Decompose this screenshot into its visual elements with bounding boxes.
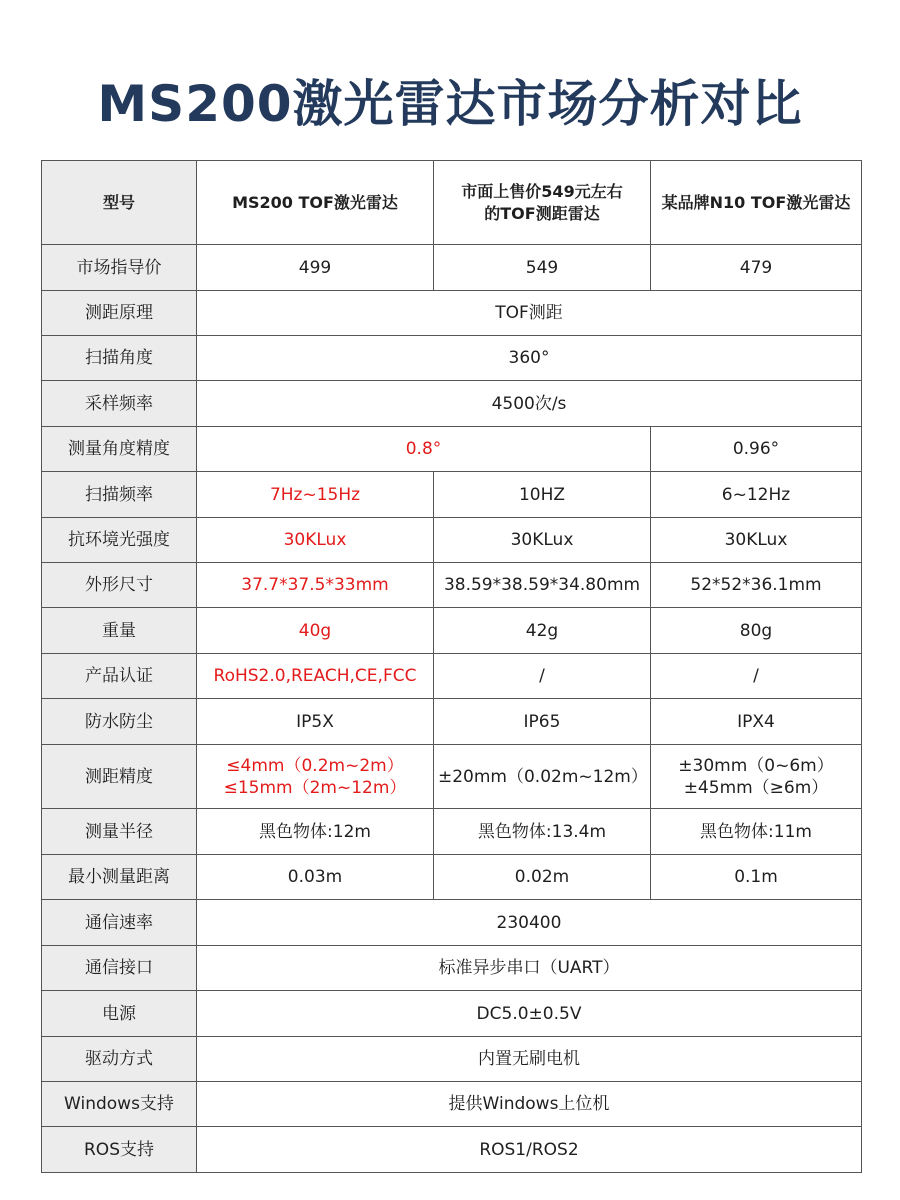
- row-label: 抗环境光强度: [42, 518, 197, 563]
- cell-highlight: 37.7*37.5*33mm: [197, 563, 434, 608]
- cell: IP5X: [197, 699, 434, 745]
- cell-highlight: [197, 745, 434, 809]
- cell-highlight: 7Hz~15Hz: [197, 472, 434, 518]
- cell: 80g: [651, 608, 862, 654]
- table-row: [42, 855, 862, 900]
- table-row: [42, 472, 862, 518]
- row-label: 测量半径: [42, 809, 197, 855]
- cell: 黑色物体:13.4m: [434, 809, 651, 855]
- cell: 黑色物体:12m: [197, 809, 434, 855]
- header-col2-line2: 的TOF测距雷达: [484, 203, 600, 223]
- cell: 6~12Hz: [651, 472, 862, 518]
- cell: 479: [651, 245, 862, 291]
- table-row: [42, 900, 862, 946]
- table-row: [42, 518, 862, 563]
- row-label: 驱动方式: [42, 1037, 197, 1082]
- row-label: 测量角度精度: [42, 427, 197, 472]
- table-row: [42, 991, 862, 1037]
- cell: 4500次/s: [197, 381, 862, 427]
- cell: ROS1/ROS2: [197, 1127, 862, 1173]
- row-label: ROS支持: [42, 1127, 197, 1173]
- header-label: 型号: [42, 161, 197, 245]
- cell: 标准异步串口（UART）: [197, 946, 862, 991]
- cell: 提供Windows上位机: [197, 1082, 862, 1127]
- table-row: [42, 654, 862, 699]
- cell: IP65: [434, 699, 651, 745]
- cell: 42g: [434, 608, 651, 654]
- row-label: 采样频率: [42, 381, 197, 427]
- cell-highlight: 0.8°: [197, 427, 651, 472]
- cell: [651, 745, 862, 809]
- row-label: 最小测量距离: [42, 855, 197, 900]
- row-label: 扫描角度: [42, 336, 197, 381]
- cell-highlight: 40g: [197, 608, 434, 654]
- table-row: [42, 1082, 862, 1127]
- table-row: [42, 946, 862, 991]
- header-n10: 某品牌N10 TOF激光雷达: [651, 161, 862, 245]
- cell-highlight: 30KLux: [197, 518, 434, 563]
- row-label: 测距精度: [42, 745, 197, 809]
- row-label: 防水防尘: [42, 699, 197, 745]
- row-label: 电源: [42, 991, 197, 1037]
- cell: 0.1m: [651, 855, 862, 900]
- table-row: [42, 291, 862, 336]
- table-row: [42, 563, 862, 608]
- table-header-row: [42, 161, 862, 245]
- header-competitor-549: [434, 161, 651, 245]
- row-label: Windows支持: [42, 1082, 197, 1127]
- cell-line: ≤4mm（0.2m~2m）: [226, 755, 404, 776]
- cell: DC5.0±0.5V: [197, 991, 862, 1037]
- cell: 52*52*36.1mm: [651, 563, 862, 608]
- row-label: 产品认证: [42, 654, 197, 699]
- cell: IPX4: [651, 699, 862, 745]
- cell: 30KLux: [434, 518, 651, 563]
- cell: 黑色物体:11m: [651, 809, 862, 855]
- comparison-table: [41, 160, 862, 1173]
- cell: 230400: [197, 900, 862, 946]
- table-row: [42, 699, 862, 745]
- cell: 0.02m: [434, 855, 651, 900]
- cell: 360°: [197, 336, 862, 381]
- table-row: [42, 745, 862, 809]
- cell: 0.03m: [197, 855, 434, 900]
- table-row: [42, 336, 862, 381]
- row-label: 通信速率: [42, 900, 197, 946]
- table-row: [42, 1127, 862, 1173]
- cell: 549: [434, 245, 651, 291]
- row-label: 扫描频率: [42, 472, 197, 518]
- cell: 10HZ: [434, 472, 651, 518]
- cell-highlight: RoHS2.0,REACH,CE,FCC: [197, 654, 434, 699]
- table-row: [42, 245, 862, 291]
- page-title: MS200激光雷达市场分析对比: [97, 75, 803, 133]
- cell: /: [434, 654, 651, 699]
- row-label: 重量: [42, 608, 197, 654]
- cell: 0.96°: [651, 427, 862, 472]
- row-label: 市场指导价: [42, 245, 197, 291]
- table-row: [42, 427, 862, 472]
- table-row: [42, 1037, 862, 1082]
- cell: 38.59*38.59*34.80mm: [434, 563, 651, 608]
- table-row: [42, 381, 862, 427]
- cell: 30KLux: [651, 518, 862, 563]
- row-label: 测距原理: [42, 291, 197, 336]
- table-row: [42, 608, 862, 654]
- cell-line: ±45mm（≥6m）: [683, 777, 829, 798]
- cell-line: ±30mm（0~6m）: [678, 755, 834, 776]
- table-row: [42, 809, 862, 855]
- cell: /: [651, 654, 862, 699]
- cell: ±20mm（0.02m~12m）: [434, 745, 651, 809]
- row-label: 外形尺寸: [42, 563, 197, 608]
- cell: TOF测距: [197, 291, 862, 336]
- header-col2-line1: 市面上售价549元左右: [461, 181, 623, 201]
- cell: 499: [197, 245, 434, 291]
- cell: 内置无刷电机: [197, 1037, 862, 1082]
- cell-line: ≤15mm（2m~12m）: [223, 777, 407, 798]
- row-label: 通信接口: [42, 946, 197, 991]
- header-ms200: MS200 TOF激光雷达: [197, 161, 434, 245]
